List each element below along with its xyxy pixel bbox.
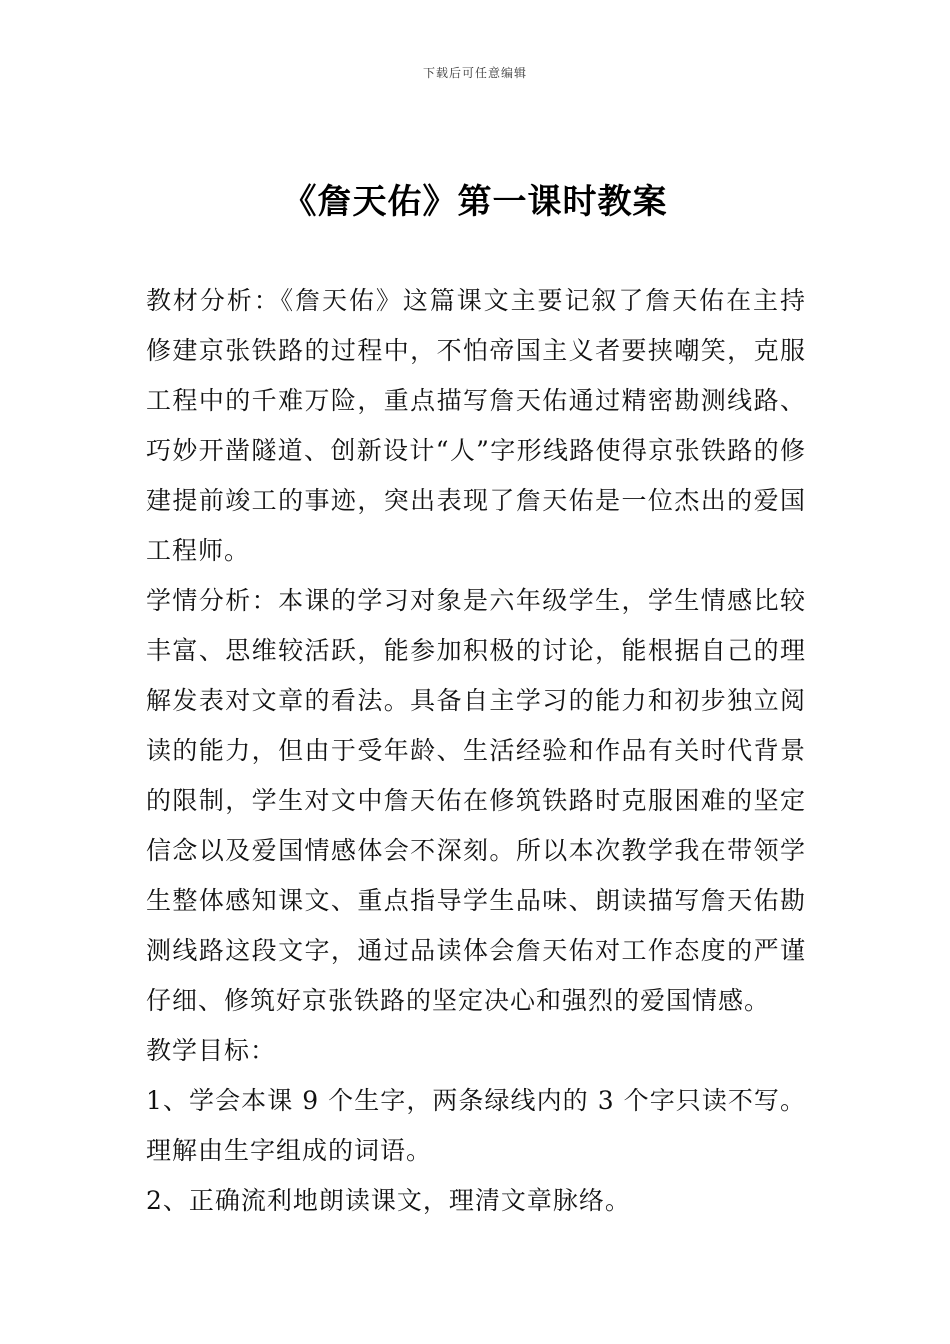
document-body (146, 276, 806, 1226)
paragraph-textbook-analysis: 教材分析：《詹天佑》这篇课文主要记叙了詹天佑在主持修建京张铁路的过程中，不怕帝国主义者要挟嘲笑，克服工程中的千难万险，重点描写詹天佑通过精密勘测线路、巧妙开凿隧道、创新设计“人”字形线路使得京张铁路的修建提前竣工的事迹，突出表现了詹天佑是一位杰出的爱国工程师。 (146, 286, 806, 565)
paragraph-teaching-goals-heading: 教学目标： (146, 1036, 277, 1065)
paragraph-goal-2: 2、正确流利地朗读课文，理清文章脉络。 (146, 1186, 631, 1215)
document-title: 《詹天佑》第一课时教案 (282, 182, 668, 222)
page-header-note: 下载后可任意编辑 (422, 66, 527, 80)
paragraph-student-analysis: 学情分析：本课的学习对象是六年级学生，学生情感比较丰富、思维较活跃，能参加积极的讨论，能根据自己的理解发表对文章的看法。具备自主学习的能力和初步独立阅读的能力，但由于受年龄、生活经验和作品有关时代背景的限制，学生对文中詹天佑在修筑铁路时克服困难的坚定信念以及爱国情感体会不深刻。所以本次教学我在带领学生整体感知课文、重点指导学生品味、朗读描写詹天佑勘测线路这段文字，通过品读体会詹天佑对工作态度的严谨仔细、修筑好京张铁路的坚定决心和强烈的爱国情感。 (146, 586, 806, 1015)
paragraph-goal-1: 1、学会本课 9 个生字，两条绿线内的 3 个字只读不写。理解由生字组成的词语。 (146, 1086, 806, 1165)
